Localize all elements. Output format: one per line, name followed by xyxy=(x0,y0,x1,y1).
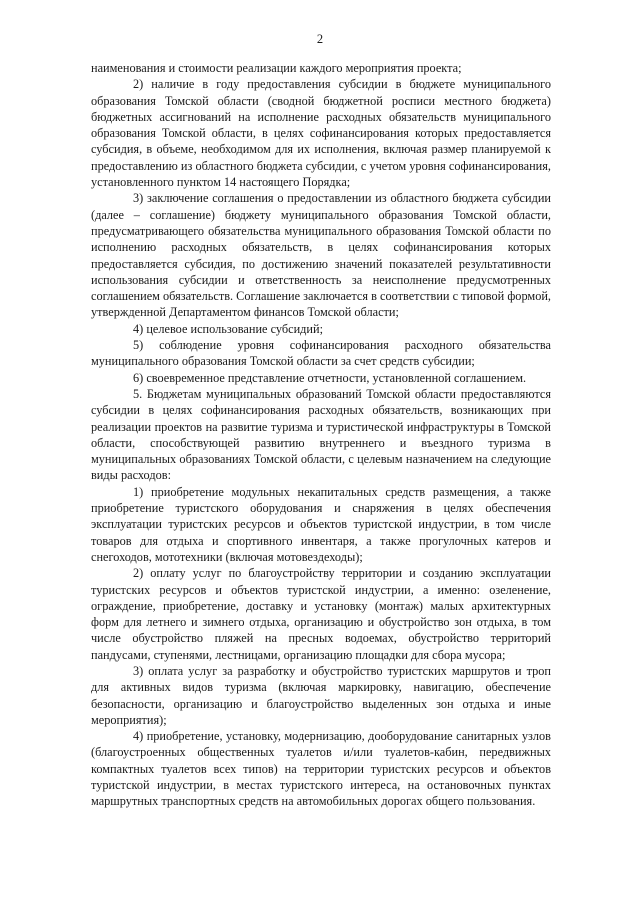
paragraph-item-6: 6) своевременное представление отчетности, установленной соглашением. xyxy=(133,370,527,385)
paragraph-item-3: 3) заключение соглашения о предоставлении из областного бюджета субсидии (далее – соглашение) бюджету муниципального образования Томской области, предусматривающего обязательства муниципального образования Томской области по исполнению расходных обязательств, в целях софинансирования которых предоставляется субсидия, по достижению значений показателей результативности использования субсидии и ответственность за неисполнение предусмотренных соглашением обязательств. Соглашение заключается в соответствии с типовой формой, утвержденной Департаментом финансов Томской области; xyxy=(91,191,551,320)
paragraph-expense-4: 4) приобретение, установку, модернизацию, дооборудование санитарных узлов (благоустроенных общественных туалетов и/или туалетов-кабин, передвижных компактных туалетов всех типов) на территории туристских ресурсов и объектов туристской индустрии, в местах туристского интереса, на остановочных пунктах маршрутных транспортных средств на автомобильных дорогах общего пользования. xyxy=(91,729,551,809)
paragraph-continuation: наименования и стоимости реализации каждого мероприятия проекта; xyxy=(91,61,462,75)
document-body xyxy=(91,60,551,810)
paragraph-clause-5: 5. Бюджетам муниципальных образований Томской области предоставляются субсидии в целях софинансирования расходных обязательств, возникающих при реализации проектов на развитие туризма и туристической инфраструктуры в Томской области, способствующей развитию внутреннего и въездного туризма в муниципальных образованиях Томской области, с целевым назначением на следующие виды расходов: xyxy=(91,386,551,483)
paragraph-item-4: 4) целевое использование субсидий; xyxy=(133,321,323,336)
paragraph-item-5: 5) соблюдение уровня софинансирования расходного обязательства муниципального образования Томской области за счет средств субсидии; xyxy=(91,338,551,369)
paragraph-expense-3: 3) оплата услуг за разработку и обустройство туристских маршрутов и троп для активных видов туризма (включая маркировку, навигацию, обеспечение безопасности, организацию и благоустройство выделенных зон отдыха и иные мероприятия); xyxy=(91,663,551,727)
paragraph-expense-2: 2) оплату услуг по благоустройству территории и созданию эксплуатации туристских ресурсов и объектов туристской индустрии, а именно: озеленение, ограждение, приобретение, доставку и установку (монтаж) малых архитектурных форм для летнего и зимнего отдыха, организацию и обустройство зон отдыха, в том числе обустройство пляжей на пресных водоемах, обустройство территорий пандусами, ступенями, лестницами, организацию площадки для сбора мусора; xyxy=(91,566,551,662)
paragraph-expense-1: 1) приобретение модульных некапитальных средств размещения, а также приобретение туристского оборудования и снаряжения в целях обеспечения эксплуатации туристских ресурсов и объектов туристской индустрии, в том числе товаров для отдыха и спортивного инвентаря, а также прогулочных катеров и снегоходов, мототехники (включая мотовездеходы); xyxy=(91,484,551,564)
page-number: 2 xyxy=(316,32,324,46)
paragraph-item-2: 2) наличие в году предоставления субсидии в бюджете муниципального образования Томской области (сводной бюджетной росписи местного бюджета) бюджетных ассигнований на исполнение расходных обязательств муниципального образования Томской области, в целях софинансирования которых предоставляется субсидия, в объеме, необходимом для их исполнения, включая размер планируемой к предоставлению из областного бюджета субсидии, с учетом уровня софинансирования, установленного пунктом 14 настоящего Порядка; xyxy=(91,77,551,190)
